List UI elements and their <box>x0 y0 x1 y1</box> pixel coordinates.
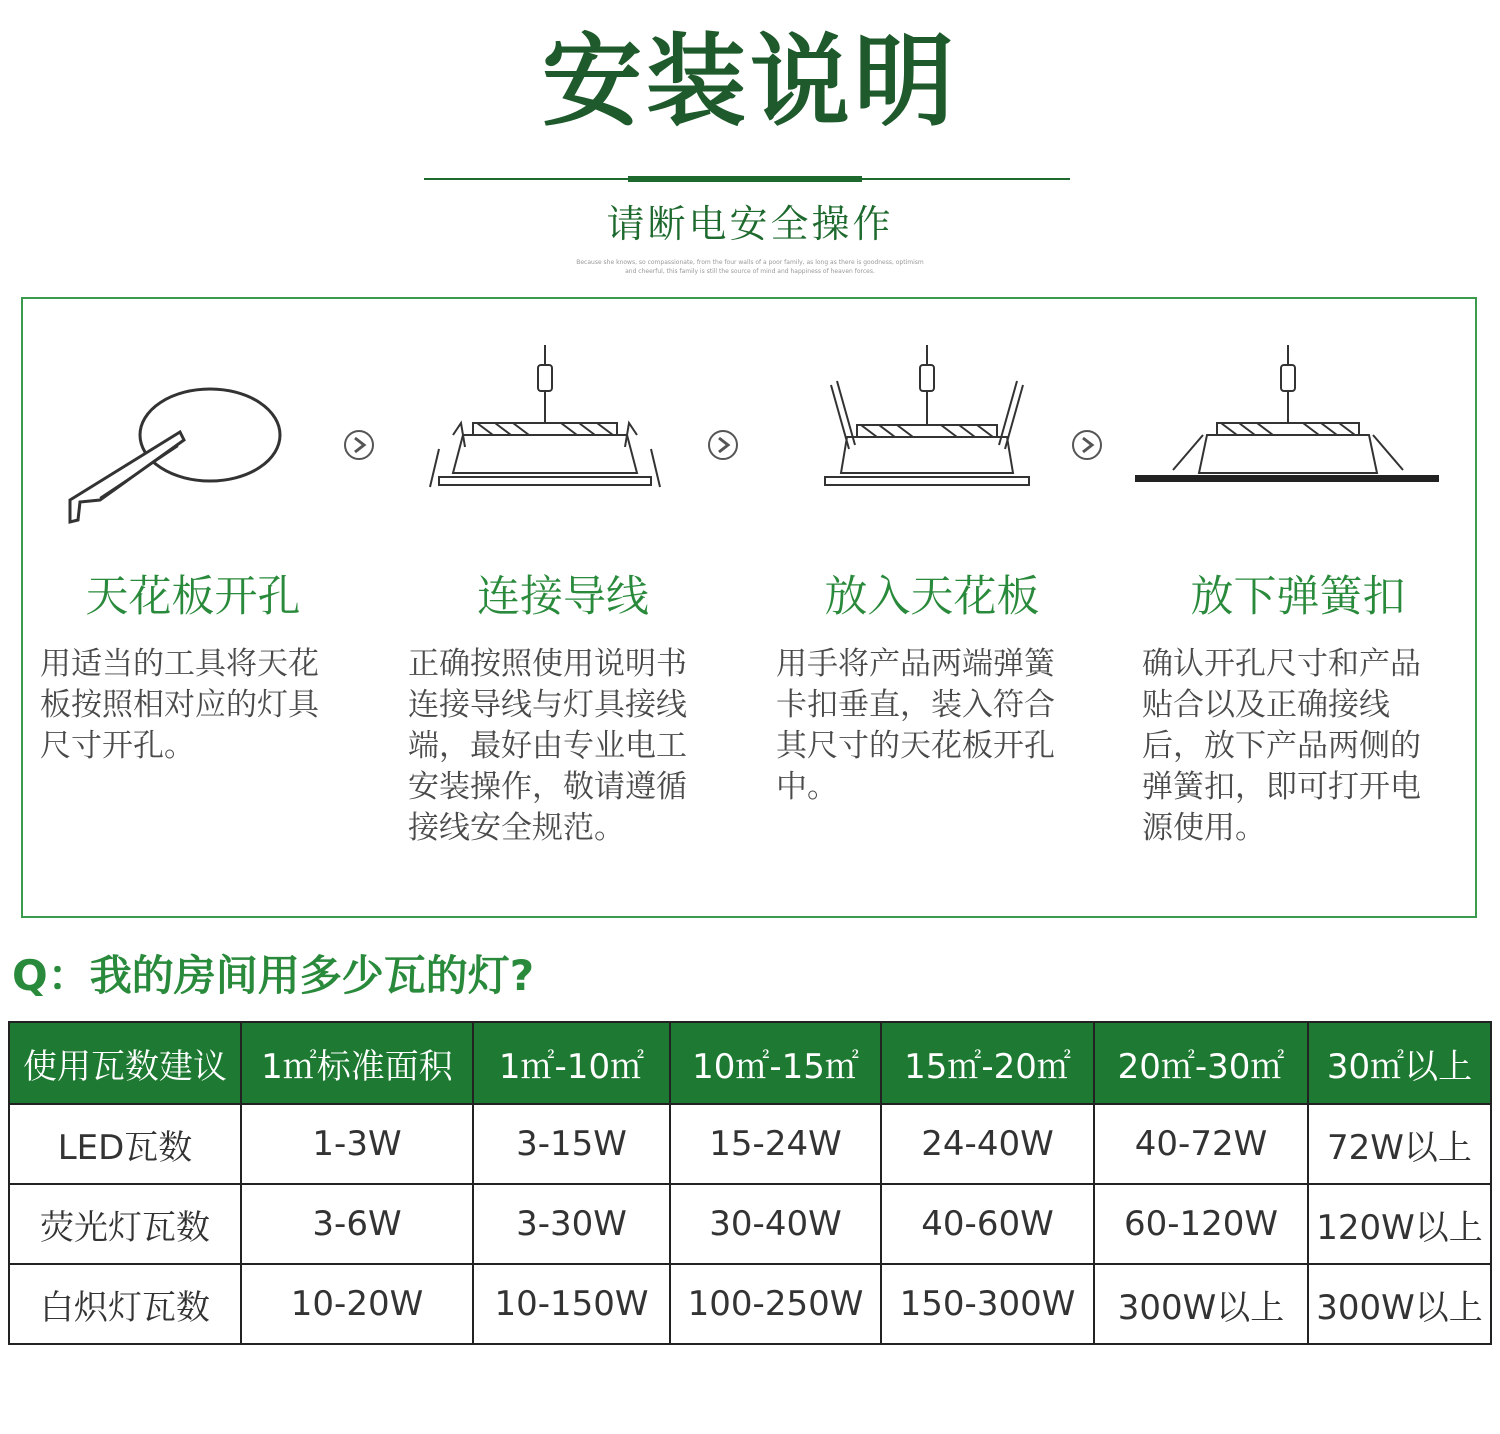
step-text-line: 确认开孔尺寸和产品 <box>1142 646 1421 682</box>
step-text-line: 后，放下产品两侧的 <box>1142 728 1421 764</box>
table-cell: 10-20W <box>241 1264 473 1344</box>
table-header-cell: 1㎡-10㎡ <box>473 1022 670 1104</box>
step-text-line: 用手将产品两端弹簧 <box>776 646 1055 682</box>
table-cell: 100-250W <box>670 1264 881 1344</box>
step-3-title: 放入天花板 <box>824 572 1040 622</box>
table-cell: 荧光灯瓦数 <box>9 1184 241 1264</box>
wattage-question: Q：我的房间用多少瓦的灯? <box>12 951 535 1000</box>
next-arrow-icon <box>343 429 375 461</box>
table-cell: 10-150W <box>473 1264 670 1344</box>
table-cell: 3-6W <box>241 1184 473 1264</box>
table-cell: 40-72W <box>1094 1104 1308 1184</box>
table-cell: 15-24W <box>670 1104 881 1184</box>
step-text-line: 尺寸开孔。 <box>40 728 195 764</box>
step-2-description <box>408 644 728 849</box>
page-title: 安装说明 <box>542 23 958 140</box>
table-cell: 300W以上 <box>1094 1264 1308 1344</box>
table-cell: 1-3W <box>241 1104 473 1184</box>
table-header-cell: 10㎡-15㎡ <box>670 1022 881 1104</box>
table-cell: 40-60W <box>881 1184 1094 1264</box>
title-divider-accent <box>628 176 862 182</box>
step-text-line: 用适当的工具将天花 <box>40 646 319 682</box>
table-cell: 72W以上 <box>1308 1104 1491 1184</box>
table-row <box>9 1104 1491 1184</box>
wattage-table <box>8 1021 1492 1345</box>
step-3-description <box>776 644 1096 808</box>
step-4-description <box>1142 644 1462 849</box>
step-text-line: 正确按照使用说明书 <box>408 646 687 682</box>
table-header-cell: 20㎡-30㎡ <box>1094 1022 1308 1104</box>
fine-print-line: and cheerful, this family is still the source of mind and happiness of heaven forces. <box>625 268 875 275</box>
table-cell: 3-15W <box>473 1104 670 1184</box>
step-text-line: 弹簧扣，即可打开电 <box>1142 769 1421 805</box>
ceiling-hole-cutting-illustration <box>60 370 300 540</box>
step-1-title: 天花板开孔 <box>85 572 301 622</box>
table-header-cell: 使用瓦数建议 <box>9 1022 241 1104</box>
table-cell: 300W以上 <box>1308 1264 1491 1344</box>
table-row <box>9 1264 1491 1344</box>
table-cell: 60-120W <box>1094 1184 1308 1264</box>
step-1-description <box>40 644 360 767</box>
table-cell: LED瓦数 <box>9 1104 241 1184</box>
fine-print-line: Because she knows, so compassionate, from the four walls of a poor family, as long as there is goodness, optimism <box>576 259 924 266</box>
table-header-cell: 1㎡标准面积 <box>241 1022 473 1104</box>
step-text-line: 接线安全规范。 <box>408 810 625 846</box>
table-row <box>9 1184 1491 1264</box>
table-cell: 30-40W <box>670 1184 881 1264</box>
step-text-line: 板按照相对应的灯具 <box>40 687 319 723</box>
fine-print <box>520 258 980 276</box>
step-2-title: 连接导线 <box>477 572 649 622</box>
insert-into-ceiling-illustration <box>815 345 1045 495</box>
table-header-cell: 15㎡-20㎡ <box>881 1022 1094 1104</box>
step-text-line: 端，最好由专业电工 <box>408 728 687 764</box>
wire-connection-illustration <box>425 345 665 495</box>
table-cell: 3-30W <box>473 1184 670 1264</box>
step-text-line: 源使用。 <box>1142 810 1266 846</box>
step-text-line: 连接导线与灯具接线 <box>408 687 687 723</box>
table-cell: 白炽灯瓦数 <box>9 1264 241 1344</box>
step-4-title: 放下弹簧扣 <box>1190 572 1406 622</box>
page-subtitle: 请断电安全操作 <box>606 202 894 246</box>
next-arrow-icon <box>1071 429 1103 461</box>
next-arrow-icon <box>707 429 739 461</box>
step-text-line: 其尺寸的天花板开孔 <box>776 728 1055 764</box>
table-header-row <box>9 1022 1491 1104</box>
step-text-line: 安装操作，敬请遵循 <box>408 769 687 805</box>
spring-clip-release-illustration <box>1133 345 1443 495</box>
table-header-cell: 30㎡以上 <box>1308 1022 1491 1104</box>
step-text-line: 卡扣垂直，装入符合 <box>776 687 1055 723</box>
table-cell: 24-40W <box>881 1104 1094 1184</box>
table-cell: 150-300W <box>881 1264 1094 1344</box>
step-text-line: 贴合以及正确接线 <box>1142 687 1390 723</box>
step-text-line: 中。 <box>776 769 838 805</box>
table-cell: 120W以上 <box>1308 1184 1491 1264</box>
